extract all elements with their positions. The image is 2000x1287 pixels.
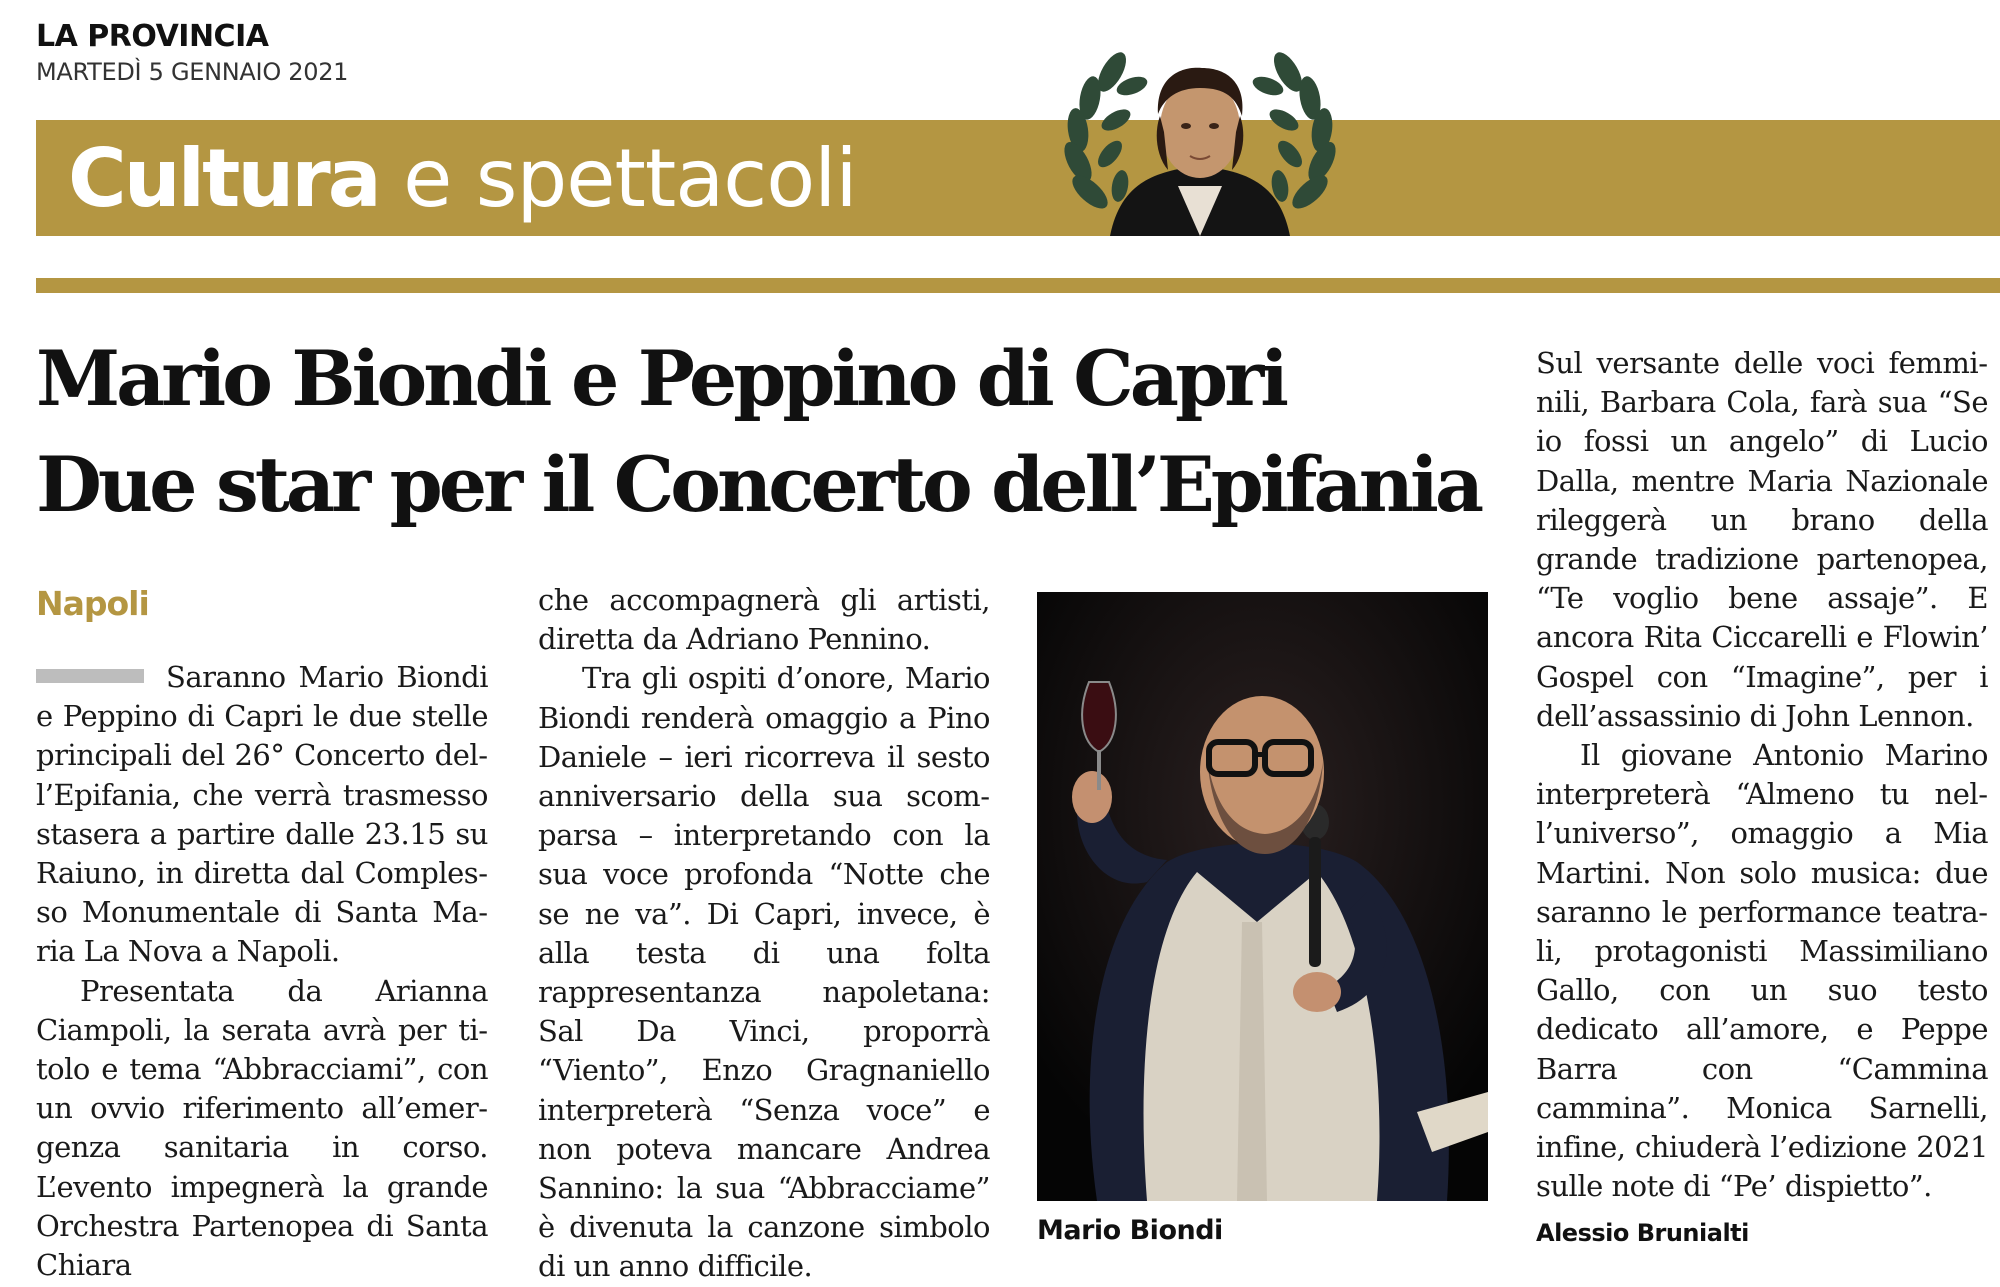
section-divider — [36, 278, 2000, 293]
article-paragraph — [36, 658, 488, 972]
article-paragraph: Presentata da Arianna Ciampoli, la serata avrà per titolo e tema “Abbracciami”, con un ovvio riferimento all’emergenza sanitaria in corso. L’evento impegnerà la grande Orchestra Partenopea di Santa Chiara — [36, 973, 488, 1283]
newspaper-name: LA PROVINCIA — [36, 19, 269, 54]
article-column-2 — [538, 581, 990, 1287]
article-paragraph: Sul versante delle voci femminili, Barbara Cola, farà sua “Se io fossi un angelo” di Lucio Dalla, mentre Maria Nazionale rileggerà un brano della grande tradizione partenopea, “Te voglio bene assaje”. E ancora Rita Ciccarelli e Flowin’ Gospel con “Imagine”, per i dell’assassinio di John Lennon. — [1536, 346, 1988, 733]
article-paragraph: Il giovane Antonio Marino interpreterà “Almeno tu nell’universo”, omaggio a Mia Martini. Non solo musica: due saranno le performance teatrali, protagonisti Massimiliano Gallo, con un suo testo dedicato all’amore, e Peppe Barra con “Cammina cammina”. Monica Sarnelli, infine, chiuderà l’edizione 2021 sulle note di “Pe’ dispietto”. — [1536, 738, 1988, 1204]
masthead — [36, 18, 348, 88]
singer-photo-illustration — [1037, 592, 1488, 1201]
paragraph-text: Saranno Mario Biondi e Peppino di Capri le due stelle principali del 26° Concerto dell’Epifania, che verrà trasmesso stasera a partire dalle 23.15 su Raiuno, in diretta dal Complesso Monumentale di Santa Maria La Nova a Napoli. — [36, 660, 488, 969]
photo-caption: Mario Biondi — [1037, 1215, 1223, 1246]
laurel-portrait-icon — [1050, 36, 1350, 236]
author-byline: Alessio Brunialti — [1536, 1219, 1749, 1247]
section-title-light: e spettacoli — [403, 132, 857, 225]
article-photo — [1037, 592, 1488, 1201]
headline-line-1: Mario Biondi e Peppino di Capri — [36, 334, 1286, 423]
headline-line-2: Due star per il Concerto dell’Epifania — [36, 440, 1481, 529]
article-column-3 — [1536, 344, 1988, 1206]
section-title-bold: Cultura — [68, 132, 379, 225]
article-column-1 — [36, 658, 488, 1285]
issue-date: MARTEDÌ 5 GENNAIO 2021 — [36, 58, 349, 86]
lead-bar — [36, 669, 144, 683]
article-paragraph: che accompagnerà gli artisti, diretta da Adriano Pennino. — [538, 583, 990, 657]
dateline: Napoli — [36, 584, 149, 623]
section-header-band — [36, 120, 2000, 236]
section-title — [68, 134, 857, 224]
portrait-icon — [1110, 68, 1290, 236]
article-paragraph: Tra gli ospiti d’onore, Mario Biondi renderà omaggio a Pino Daniele – ieri ricorreva il sesto anniversario della sua scomparsa – interpretando con la sua voce profonda “Notte che se ne va”. Di Capri, invece, è alla testa di una folta rappresentanza napoletana: Sal Da Vinci, proporrà “Viento”, Enzo Gragnaniello interpreterà “Senza voce” e non poteva mancare Andrea Sannino: la sua “Abbracciame” è divenuta la canzone simbolo di un anno difficile. — [538, 661, 990, 1284]
article-headline — [36, 326, 1536, 538]
